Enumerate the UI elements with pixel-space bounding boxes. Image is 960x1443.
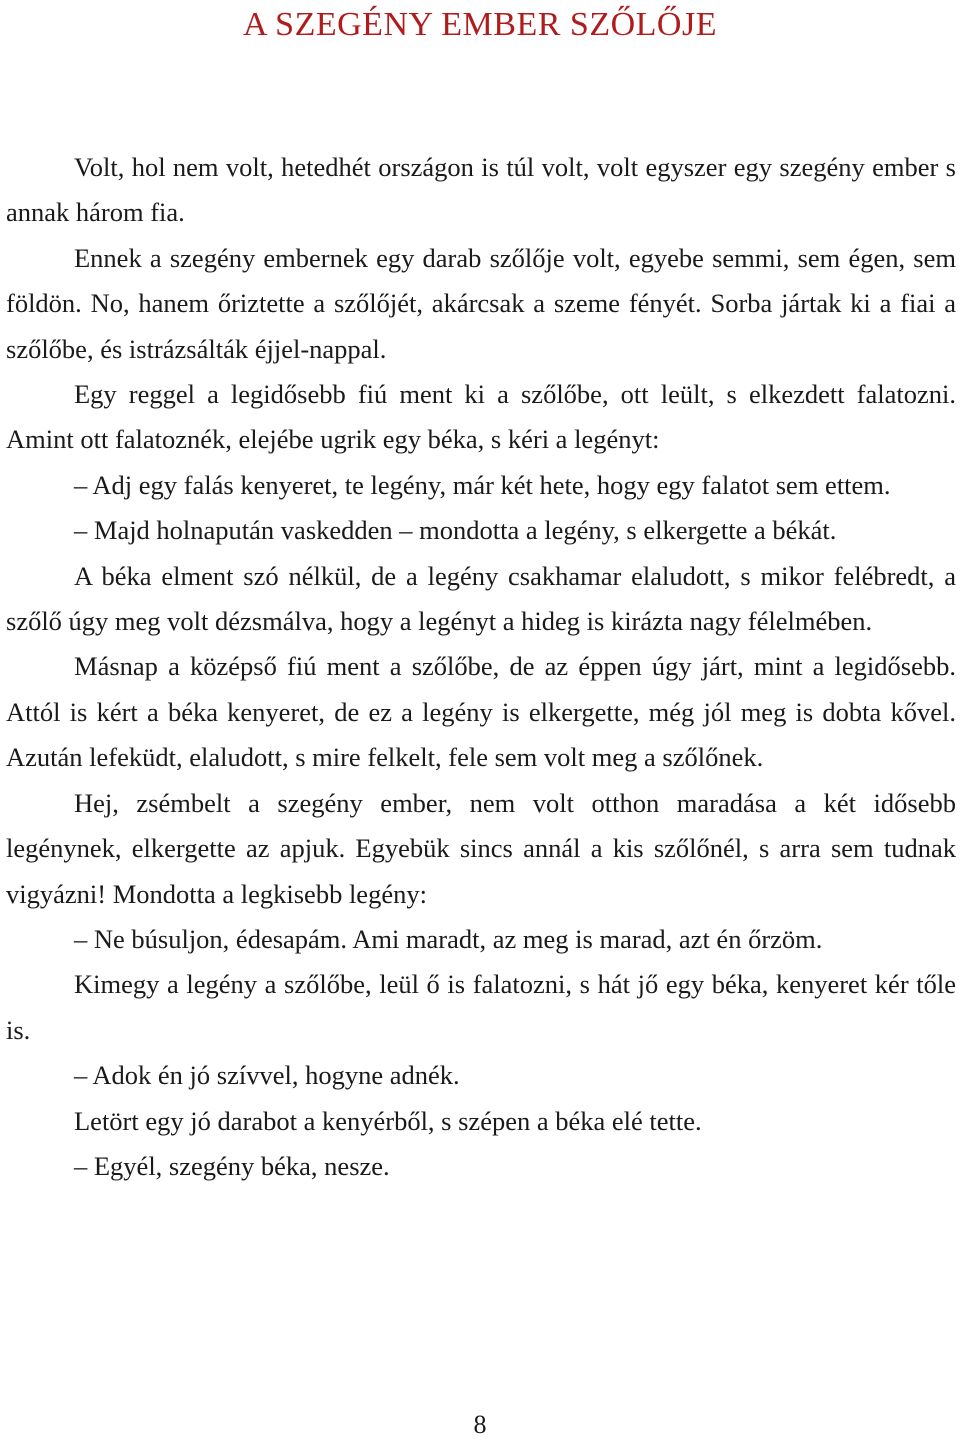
paragraph: Egy reggel a legidősebb fiú ment ki a szőlőbe, ott leült, s elkezdett falatozni. Amint ott falatoznék, elejébe ugrik egy béka, s kéri a legényt: [6,379,956,455]
dialogue-paragraph: – Adok én jó szívvel, hogyne adnék. [74,1060,460,1091]
dialogue-paragraph: – Ne búsuljon, édesapám. Ami maradt, az meg is marad, azt én őrzöm. [74,923,823,954]
dialogue-paragraph: – Egyél, szegény béka, nesze. [74,1150,390,1181]
paragraph: Letört egy jó darabot a kenyérből, s szépen a béka elé tette. [74,1105,702,1136]
dialogue-paragraph: – Adj egy falás kenyeret, te legény, már két hete, hogy egy falatot sem ettem. [74,469,891,500]
paragraph: Másnap a középső fiú ment a szőlőbe, de az éppen úgy járt, mint a legidősebb. Attól is kért a béka kenyeret, de ez a legény is elkergette, még jól meg is dobta kővel. Azután lefeküdt, elaludott, s mire felkelt, fele sem volt meg a szőlőnek. [6,651,956,773]
paragraph: A béka elment szó nélkül, de a legény csakhamar elaludott, s mikor felébredt, a szőlő úgy meg volt dézsmálva, hogy a legényt a hideg is kirázta nagy félelmében. [6,560,956,637]
paragraph: Ennek a szegény embernek egy darab szőlője volt, egyebe semmi, sem égen, sem földön. No, hanem őriztette a szőlőjét, akárcsak a szeme fényét. Sorba jártak ki a fiai a szőlőbe, és istrázsálták éjjel-nappal. [6,242,956,364]
page-title: A SZEGÉNY EMBER SZŐLŐJE [243,6,717,43]
paragraph: Hej, zsémbelt a szegény ember, nem volt otthon maradása a két idősebb legénynek, elkergette az apjuk. Egyebük sincs annál a kis szőlőnél, s arra sem tudnak vigyázni! Mondotta a legkisebb legény: [6,787,956,909]
dialogue-paragraph: – Majd holnapután vaskedden – mondotta a legény, s elkergette a békát. [74,515,837,546]
paragraph: Volt, hol nem volt, hetedhét országon is túl volt, volt egyszer egy szegény ember s annak három fia. [6,152,956,228]
story-body [6,145,956,1189]
page-number: 8 [473,1410,487,1439]
paragraph: Kimegy a legény a szőlőbe, leül ő is falatozni, s hát jő egy béka, kenyeret kér tőle is. [6,969,956,1045]
